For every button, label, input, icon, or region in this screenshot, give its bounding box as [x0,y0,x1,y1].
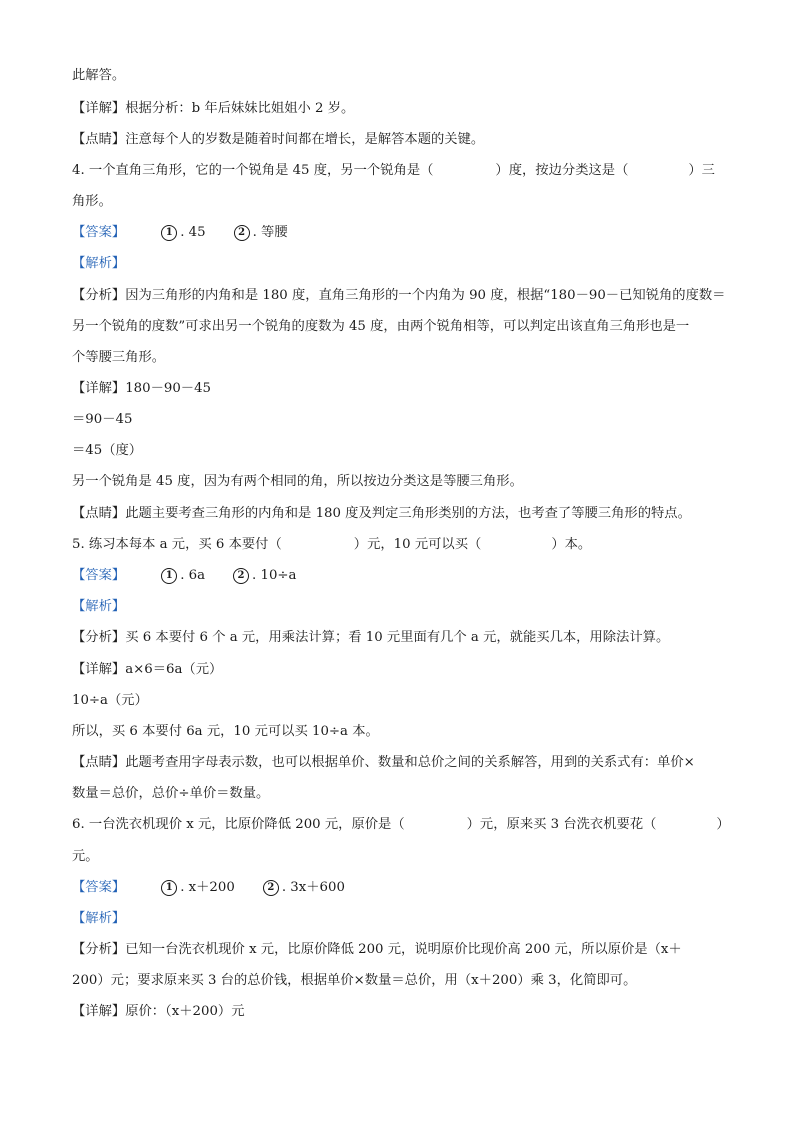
analysis-header [72,597,724,617]
detail-line [72,472,724,492]
question-5 [72,535,724,555]
answer-line [72,878,724,898]
circle-number-icon: 1 [161,225,177,241]
question-text: ） [716,817,730,832]
analysis-line [72,317,724,337]
circle-number-icon: 2 [233,568,249,584]
question-4 [72,161,724,181]
detail-text: ＝45（度） [72,443,143,458]
question-text: ）三 [688,163,715,178]
key-point-text: 此题考查用字母表示数，也可以根据单价、数量和总价之间的关系解答，用到的关系式有：单价× [125,755,695,770]
text-line [72,66,724,86]
detail-tag: 【详解】 [72,662,126,677]
analysis-text: 已知一台洗衣机现价 x 元，比原价降低 200 元，说明原价比现价高 200 元，所以原价是（x＋ [125,942,682,957]
analysis-header [72,909,724,929]
answer-line [72,223,724,243]
answer-value: . 45 [180,225,206,240]
detail-line [72,691,724,711]
answer-value: . 6a [180,568,206,583]
analysis-text: 因为三角形的内角和是 180 度，直角三角形的一个内角为 90 度，根据“180－90－已知锐角的度数＝ [125,288,726,303]
analysis-text: 个等腰三角形。 [72,350,166,365]
analysis-line [72,971,724,991]
detail-tag: 【详解】 [72,101,126,116]
circle-number-icon: 2 [234,225,250,241]
analysis-sub-tag: 【分析】 [72,942,126,957]
text: 此解答。 [72,68,126,83]
analysis-line [72,348,724,368]
detail-line [72,1002,724,1022]
analysis-text: 200）元；要求原来买 3 台的总价钱，根据单价×数量＝总价，用（x＋200）乘 3，化简即可。 [72,973,637,988]
analysis-tag: 【解析】 [72,256,126,271]
key-point-line [72,504,724,524]
question-text: ）本。 [551,537,592,552]
detail-text: a×6＝6a（元） [125,662,223,677]
key-point-line [72,753,724,773]
key-point-tag: 【点睛】 [72,506,126,521]
detail-line [72,722,724,742]
answer-value: . 3x＋600 [281,880,345,895]
analysis-sub-tag: 【分析】 [72,630,126,645]
question-4-cont [72,192,724,212]
detail-tag: 【详解】 [72,381,126,396]
analysis-tag: 【解析】 [72,599,126,614]
question-text: 元。 [72,849,99,864]
answer-tag: 【答案】 [72,880,126,895]
detail-text: 10÷a（元） [72,693,148,708]
answer-value: . x＋200 [180,880,235,895]
question-6-cont [72,847,724,867]
detail-text: ＝90－45 [72,412,133,427]
circle-number-icon: 1 [161,880,177,896]
question-text: ）元，原来买 3 台洗衣机要花（ [466,817,657,832]
detail-text: 所以，买 6 本要付 6a 元，10 元可以买 10÷a 本。 [72,724,379,739]
question-text: 5. 练习本每本 a 元，买 6 本要付（ [72,537,282,552]
key-point-line [72,130,724,150]
detail-tag: 【详解】 [72,1004,126,1019]
question-text: 6. 一台洗衣机现价 x 元，比原价降低 200 元，原价是（ [72,817,405,832]
answer-tag: 【答案】 [72,225,126,240]
answer-value: . 10÷a [252,568,297,583]
question-6 [72,815,730,835]
key-point-tag: 【点睛】 [72,755,126,770]
analysis-sub-tag: 【分析】 [72,288,126,303]
question-text: ）元，10 元可以买（ [353,537,482,552]
analysis-text: 买 6 本要付 6 个 a 元，用乘法计算；看 10 元里面有几个 a 元，就能买几本，用除法计算。 [125,630,670,645]
analysis-header [72,254,724,274]
question-text: ）度，按边分类这是（ [495,163,629,178]
analysis-tag: 【解析】 [72,911,126,926]
question-text: 4. 一个直角三角形，它的一个锐角是 45 度，另一个锐角是（ [72,163,434,178]
question-text: 角形。 [72,194,112,209]
analysis-line [72,940,724,960]
detail-text: 另一个锐角是 45 度，因为有两个相同的角，所以按边分类这是等腰三角形。 [72,474,523,489]
analysis-line [72,286,724,306]
analysis-line [72,628,724,648]
detail-line [72,410,724,430]
analysis-text: 另一个锐角的度数”可求出另一个锐角的度数为 45 度，由两个锐角相等，可以判定出该直角三角形也是一 [72,319,690,334]
detail-line [72,379,724,399]
detail-line [72,660,724,680]
answer-tag: 【答案】 [72,568,126,583]
key-point-line [72,784,724,804]
circle-number-icon: 1 [161,568,177,584]
detail-text: 180－90－45 [125,381,212,396]
detail-line [72,441,724,461]
key-point-text: 注意每个人的岁数是随着时间都在增长，是解答本题的关键。 [125,132,485,147]
key-point-text: 数量＝总价，总价÷单价＝数量。 [72,786,270,801]
key-point-text: 此题主要考查三角形的内角和是 180 度及判定三角形类别的方法，也考查了等腰三角形的特点。 [125,506,691,521]
detail-text: 原价：（x＋200）元 [125,1004,245,1019]
detail-text: 根据分析：b 年后妹妹比姐姐小 2 岁。 [125,101,355,116]
detail-line [72,99,724,119]
circle-number-icon: 2 [263,880,279,896]
answer-line [72,566,724,586]
answer-value: . 等腰 [252,225,288,240]
key-point-tag: 【点睛】 [72,132,126,147]
